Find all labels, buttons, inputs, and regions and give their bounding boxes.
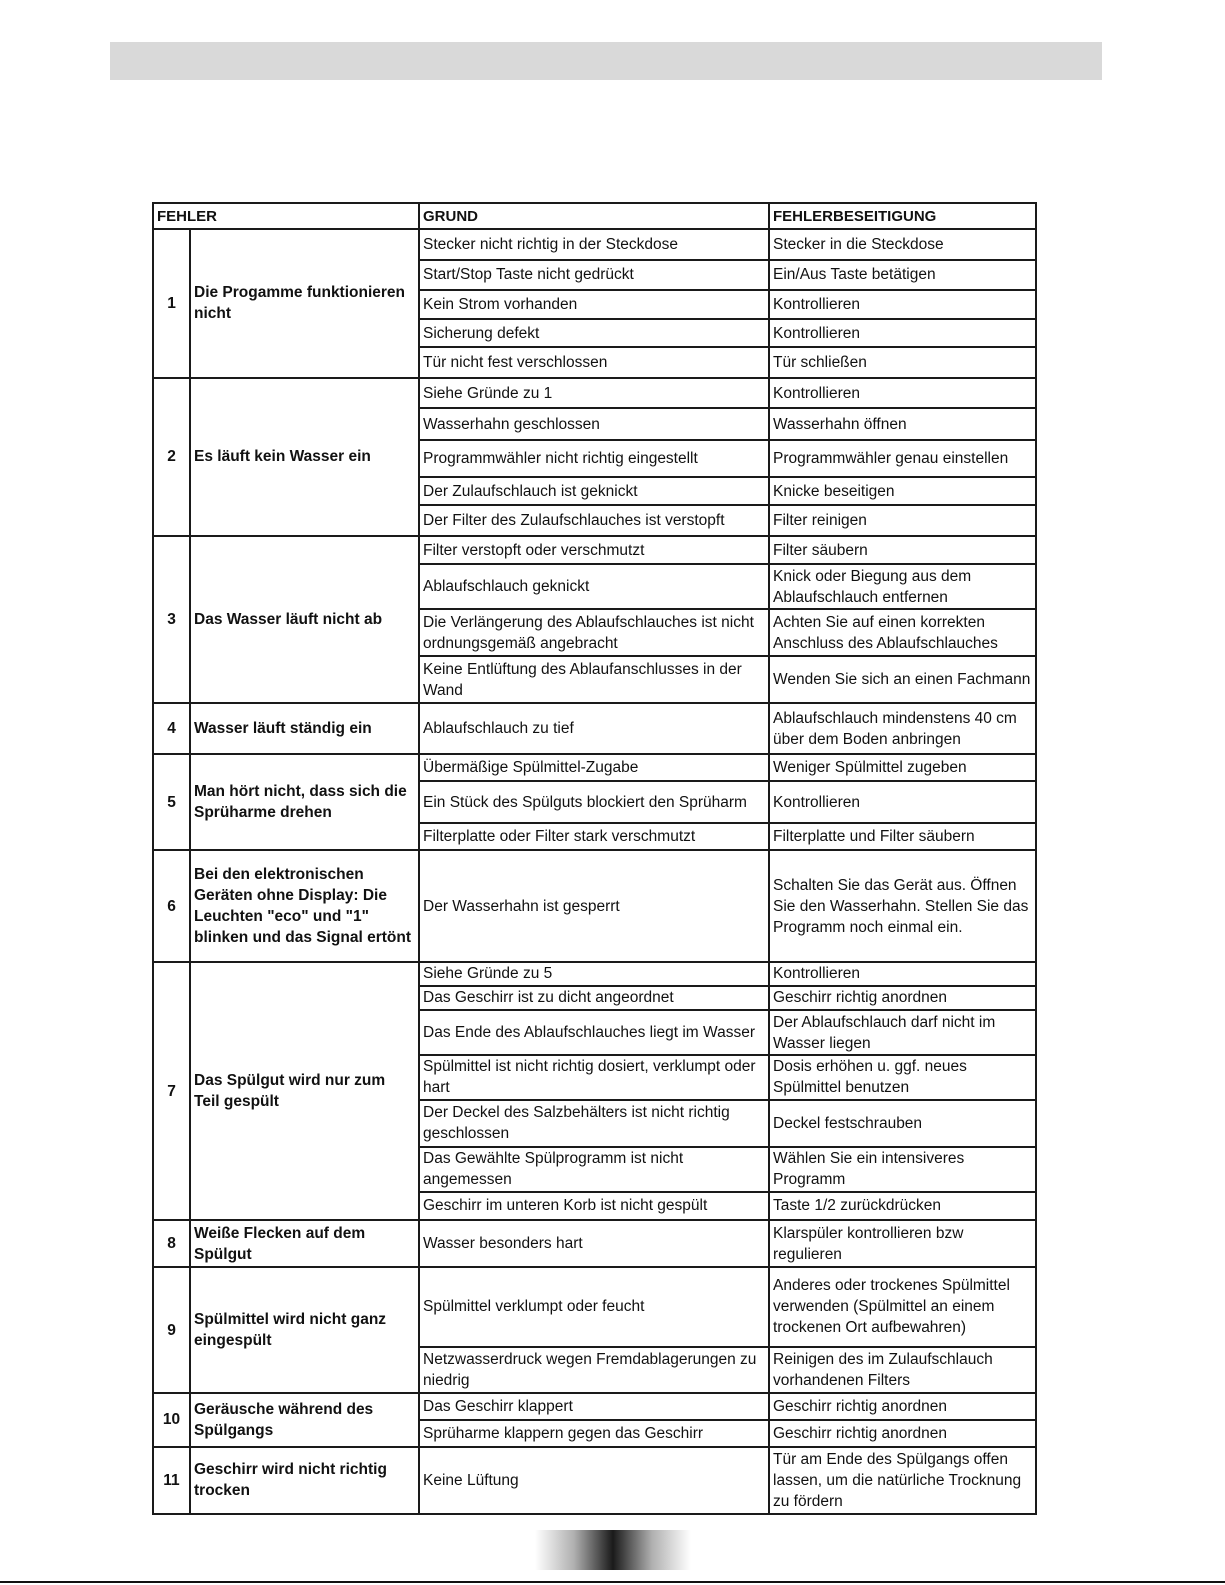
header-grund: GRUND — [419, 203, 769, 229]
cause-cell: Wasser besonders hart — [419, 1220, 769, 1267]
fault-title: Das Wasser läuft nicht ab — [190, 536, 419, 703]
remedy-cell: Filterplatte und Filter säubern — [769, 823, 1036, 850]
cause-cell: Der Zulaufschlauch ist geknickt — [419, 477, 769, 506]
remedy-cell: Filter säubern — [769, 536, 1036, 565]
table-row — [153, 1393, 1036, 1420]
remedy-cell: Geschirr richtig anordnen — [769, 1393, 1036, 1420]
table-row — [153, 1447, 1036, 1515]
fault-number: 11 — [153, 1447, 190, 1515]
fault-number: 1 — [153, 229, 190, 378]
remedy-cell: Kontrollieren — [769, 290, 1036, 319]
remedy-cell: Der Ablaufschlauch darf nicht im Wasser liegen — [769, 1010, 1036, 1055]
fault-title: Man hört nicht, dass sich die Sprüharme drehen — [190, 754, 419, 850]
remedy-cell: Stecker in die Steckdose — [769, 229, 1036, 260]
fault-title: Das Spülgut wird nur zum Teil gespült — [190, 962, 419, 1220]
cause-cell: Keine Entlüftung des Ablaufanschlusses in der Wand — [419, 656, 769, 703]
remedy-cell: Knick oder Biegung aus dem Ablaufschlauch entfernen — [769, 564, 1036, 609]
cause-cell: Übermäßige Spülmittel-Zugabe — [419, 754, 769, 781]
remedy-cell: Ein/Aus Taste betätigen — [769, 260, 1036, 291]
fault-title: Wasser läuft ständig ein — [190, 703, 419, 754]
remedy-cell: Wasserhahn öffnen — [769, 408, 1036, 440]
cause-cell: Keine Lüftung — [419, 1447, 769, 1515]
cause-cell: Siehe Gründe zu 1 — [419, 378, 769, 409]
fault-title: Geschirr wird nicht richtig trocken — [190, 1447, 419, 1515]
table-row — [153, 229, 1036, 260]
cause-cell: Filter verstopft oder verschmutzt — [419, 536, 769, 565]
remedy-cell: Schalten Sie das Gerät aus. Öffnen Sie den Wasserhahn. Stellen Sie das Programm noch einmal ein. — [769, 850, 1036, 962]
fault-number: 5 — [153, 754, 190, 850]
table-row — [153, 962, 1036, 985]
table-row — [153, 1220, 1036, 1267]
remedy-cell: Klarspüler kontrollieren bzw regulieren — [769, 1220, 1036, 1267]
remedy-cell: Kontrollieren — [769, 378, 1036, 409]
remedy-cell: Programmwähler genau einstellen — [769, 440, 1036, 477]
cause-cell: Geschirr im unteren Korb ist nicht gespült — [419, 1192, 769, 1221]
cause-cell: Der Deckel des Salzbehälters ist nicht richtig geschlossen — [419, 1100, 769, 1147]
remedy-cell: Tür am Ende des Spülgangs offen lassen, um die natürliche Trocknung zu fördern — [769, 1447, 1036, 1515]
remedy-cell: Achten Sie auf einen korrekten Anschluss des Ablaufschlauches — [769, 609, 1036, 656]
fault-title: Geräusche während des Spülgangs — [190, 1393, 419, 1446]
cause-cell: Das Ende des Ablaufschlauches liegt im Wasser — [419, 1010, 769, 1055]
remedy-cell: Kontrollieren — [769, 962, 1036, 985]
page-marker — [535, 1530, 691, 1570]
cause-cell: Stecker nicht richtig in der Steckdose — [419, 229, 769, 260]
cause-cell: Programmwähler nicht richtig eingestellt — [419, 440, 769, 477]
table-row — [153, 536, 1036, 565]
table-row — [153, 850, 1036, 962]
header-fix: FEHLERBESEITIGUNG — [769, 203, 1036, 229]
fault-number: 7 — [153, 962, 190, 1220]
header-bar — [110, 42, 1102, 80]
remedy-cell: Kontrollieren — [769, 781, 1036, 824]
cause-cell: Ablaufschlauch geknickt — [419, 564, 769, 609]
fault-number: 9 — [153, 1267, 190, 1393]
remedy-cell: Taste 1/2 zurückdrücken — [769, 1192, 1036, 1221]
remedy-cell: Tür schließen — [769, 347, 1036, 378]
fault-number: 3 — [153, 536, 190, 703]
cause-cell: Der Filter des Zulaufschlauches ist verstopft — [419, 505, 769, 536]
fault-number: 4 — [153, 703, 190, 754]
remedy-cell: Kontrollieren — [769, 319, 1036, 348]
remedy-cell: Filter reinigen — [769, 505, 1036, 536]
cause-cell: Der Wasserhahn ist gesperrt — [419, 850, 769, 962]
cause-cell: Wasserhahn geschlossen — [419, 408, 769, 440]
remedy-cell: Geschirr richtig anordnen — [769, 986, 1036, 1010]
remedy-cell: Deckel festschrauben — [769, 1100, 1036, 1147]
cause-cell: Filterplatte oder Filter stark verschmutzt — [419, 823, 769, 850]
cause-cell: Siehe Gründe zu 5 — [419, 962, 769, 985]
fault-title: Weiße Flecken auf dem Spülgut — [190, 1220, 419, 1267]
bottom-line — [0, 1581, 1225, 1583]
cause-cell: Sicherung defekt — [419, 319, 769, 348]
troubleshooting-table — [152, 202, 1037, 1515]
cause-cell: Das Geschirr ist zu dicht angeordnet — [419, 986, 769, 1010]
table-row — [153, 1267, 1036, 1347]
table-row — [153, 754, 1036, 781]
cause-cell: Das Geschirr klappert — [419, 1393, 769, 1420]
table-row — [153, 378, 1036, 409]
cause-cell: Netzwasserdruck wegen Fremdablagerungen zu niedrig — [419, 1347, 769, 1394]
fault-title: Bei den elektronischen Geräten ohne Display: Die Leuchten "eco" und "1" blinken und das Signal ertönt — [190, 850, 419, 962]
remedy-cell: Geschirr richtig anordnen — [769, 1420, 1036, 1447]
fault-number: 6 — [153, 850, 190, 962]
fault-number: 2 — [153, 378, 190, 536]
remedy-cell: Dosis erhöhen u. ggf. neues Spülmittel benutzen — [769, 1055, 1036, 1100]
fault-number: 8 — [153, 1220, 190, 1267]
cause-cell: Kein Strom vorhanden — [419, 290, 769, 319]
fault-title: Es läuft kein Wasser ein — [190, 378, 419, 536]
remedy-cell: Reinigen des im Zulaufschlauch vorhandenen Filters — [769, 1347, 1036, 1394]
table-row — [153, 703, 1036, 754]
cause-cell: Ein Stück des Spülguts blockiert den Sprüharm — [419, 781, 769, 824]
header-fehler: FEHLER — [153, 203, 419, 229]
cause-cell: Sprüharme klappern gegen das Geschirr — [419, 1420, 769, 1447]
cause-cell: Ablaufschlauch zu tief — [419, 703, 769, 754]
remedy-cell: Weniger Spülmittel zugeben — [769, 754, 1036, 781]
cause-cell: Das Gewählte Spülprogramm ist nicht angemessen — [419, 1147, 769, 1192]
cause-cell: Spülmittel ist nicht richtig dosiert, verklumpt oder hart — [419, 1055, 769, 1100]
remedy-cell: Anderes oder trockenes Spülmittel verwenden (Spülmittel an einem trockenen Ort aufbewahren) — [769, 1267, 1036, 1347]
cause-cell: Tür nicht fest verschlossen — [419, 347, 769, 378]
remedy-cell: Wenden Sie sich an einen Fachmann — [769, 656, 1036, 703]
remedy-cell: Ablaufschlauch mindenstens 40 cm über dem Boden anbringen — [769, 703, 1036, 754]
cause-cell: Spülmittel verklumpt oder feucht — [419, 1267, 769, 1347]
remedy-cell: Wählen Sie ein intensiveres Programm — [769, 1147, 1036, 1192]
fault-title: Spülmittel wird nicht ganz eingespült — [190, 1267, 419, 1393]
remedy-cell: Knicke beseitigen — [769, 477, 1036, 506]
fault-number: 10 — [153, 1393, 190, 1446]
cause-cell: Start/Stop Taste nicht gedrückt — [419, 260, 769, 291]
cause-cell: Die Verlängerung des Ablaufschlauches ist nicht ordnungsgemäß angebracht — [419, 609, 769, 656]
fault-title: Die Progamme funktionieren nicht — [190, 229, 419, 378]
